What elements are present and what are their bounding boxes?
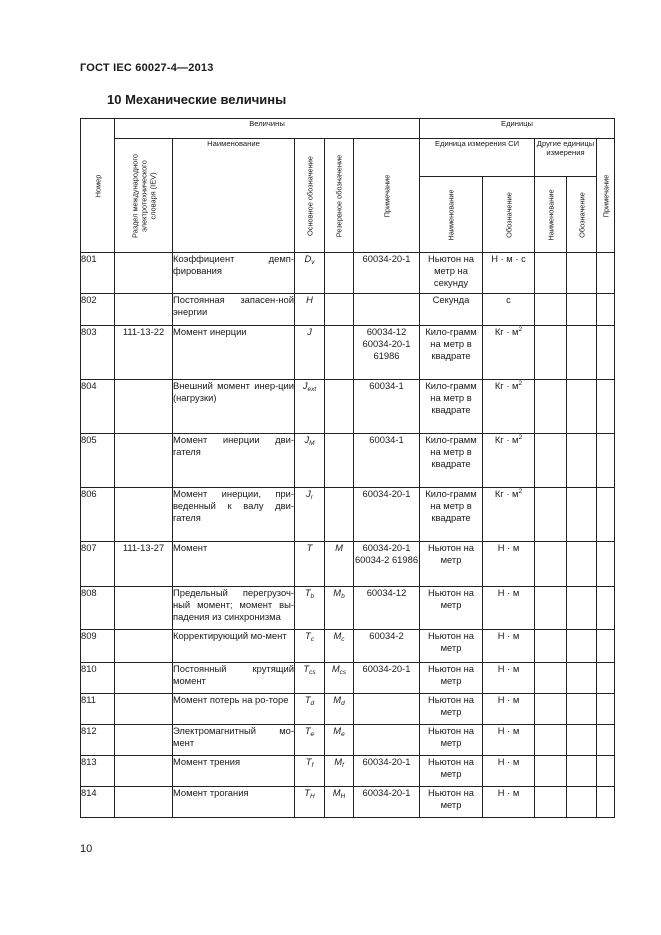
table-row: [81, 694, 615, 725]
row-number: 801: [81, 253, 115, 294]
table-row: [81, 756, 615, 787]
row-other-unit-symbol: [567, 488, 597, 542]
row-main-symbol: $T_{cs}$: [295, 663, 325, 694]
row-remark: [597, 663, 615, 694]
header-iev: Раздел международного электротехнического словаря (IEV): [115, 139, 173, 253]
table-header: [81, 119, 615, 253]
row-quantity-name: Постоянный крутящий момент: [173, 663, 295, 694]
row-unit-symbol: Н · м: [483, 725, 535, 756]
header-unit-name: Наименование: [420, 177, 483, 253]
row-reserve-symbol: [325, 253, 354, 294]
row-other-unit-symbol: [567, 253, 597, 294]
row-unit-symbol: Н · м: [483, 787, 535, 818]
row-other-unit-symbol: [567, 380, 597, 434]
row-other-unit-symbol: [567, 663, 597, 694]
row-remark: [597, 725, 615, 756]
row-iev-section: [115, 663, 173, 694]
row-unit-name: Кило-грамм на метр в квадрате: [420, 434, 483, 488]
row-other-unit-name: [535, 725, 567, 756]
row-quantity-name: Момент трения: [173, 756, 295, 787]
row-number: 809: [81, 630, 115, 663]
row-unit-name: Ньютон на метр: [420, 587, 483, 630]
table-body: [81, 253, 615, 818]
row-iev-section: 111-13-27: [115, 542, 173, 587]
row-note: 60034-12 60034-20-1 61986: [354, 326, 420, 380]
row-iev-section: [115, 694, 173, 725]
row-quantity-name: Корректирующий мо-мент: [173, 630, 295, 663]
header-other-name: Наименование: [535, 177, 567, 253]
row-remark: [597, 542, 615, 587]
row-remark: [597, 787, 615, 818]
row-unit-symbol: Н · м: [483, 630, 535, 663]
row-quantity-name: Электромагнитный мо-мент: [173, 725, 295, 756]
row-other-unit-name: [535, 756, 567, 787]
row-number: 810: [81, 663, 115, 694]
row-reserve-symbol: $M_H$: [325, 787, 354, 818]
table-row: [81, 294, 615, 326]
row-other-unit-name: [535, 787, 567, 818]
row-other-unit-name: [535, 542, 567, 587]
row-number: 807: [81, 542, 115, 587]
row-main-symbol: $J_M$: [295, 434, 325, 488]
row-number: 814: [81, 787, 115, 818]
row-other-unit-symbol: [567, 326, 597, 380]
row-iev-section: [115, 380, 173, 434]
header-other-symbol: Обозначение: [567, 177, 597, 253]
row-number: 808: [81, 587, 115, 630]
row-unit-name: Секунда: [420, 294, 483, 326]
row-number: 805: [81, 434, 115, 488]
row-unit-name: Кило-грамм на метр в квадрате: [420, 488, 483, 542]
row-other-unit-name: [535, 380, 567, 434]
row-other-unit-name: [535, 488, 567, 542]
row-main-symbol: $J_{ext}$: [295, 380, 325, 434]
table-row: [81, 253, 615, 294]
row-unit-symbol: Н · м: [483, 756, 535, 787]
row-main-symbol: $T_H$: [295, 787, 325, 818]
row-note: 60034-20-1 60034-2 61986: [354, 542, 420, 587]
row-unit-name: Ньютон на метр: [420, 663, 483, 694]
row-unit-symbol: Н · м: [483, 542, 535, 587]
header-units: Единицы: [420, 119, 615, 139]
row-note: 60034-20-1: [354, 663, 420, 694]
row-main-symbol: $J_r$: [295, 488, 325, 542]
row-number: 804: [81, 380, 115, 434]
row-quantity-name: Момент инерции: [173, 326, 295, 380]
row-note: 60034-20-1: [354, 787, 420, 818]
row-iev-section: [115, 725, 173, 756]
table-row: [81, 630, 615, 663]
row-remark: [597, 434, 615, 488]
row-other-unit-symbol: [567, 756, 597, 787]
row-other-unit-name: [535, 663, 567, 694]
section-title: 10 Механические величины: [107, 92, 287, 107]
row-unit-symbol: Н · м: [483, 587, 535, 630]
row-note: [354, 294, 420, 326]
row-other-unit-symbol: [567, 294, 597, 326]
row-note: 60034-2: [354, 630, 420, 663]
header-si-units: Единица измерения СИ: [420, 139, 535, 177]
header-name: Наименование: [173, 139, 295, 253]
table-row: [81, 542, 615, 587]
row-reserve-symbol: $M_{cs}$: [325, 663, 354, 694]
row-reserve-symbol: M: [325, 542, 354, 587]
table-row: [81, 587, 615, 630]
row-note: 60034-1: [354, 434, 420, 488]
header-number: Номер: [81, 119, 115, 253]
row-note: 60034-20-1: [354, 253, 420, 294]
row-quantity-name: Момент инерции дви-гателя: [173, 434, 295, 488]
row-main-symbol: H: [295, 294, 325, 326]
row-reserve-symbol: [325, 488, 354, 542]
row-quantity-name: Момент: [173, 542, 295, 587]
row-iev-section: [115, 434, 173, 488]
table-row: [81, 488, 615, 542]
row-remark: [597, 488, 615, 542]
quantities-table: [80, 118, 615, 818]
row-unit-name: Ньютон на метр: [420, 630, 483, 663]
row-number: 812: [81, 725, 115, 756]
row-iev-section: [115, 787, 173, 818]
row-iev-section: [115, 587, 173, 630]
row-unit-symbol: Н · м: [483, 663, 535, 694]
row-reserve-symbol: $M_b$: [325, 587, 354, 630]
row-quantity-name: Момент потерь на ро-торе: [173, 694, 295, 725]
header-note: Примечание: [354, 139, 420, 253]
row-number: 803: [81, 326, 115, 380]
row-reserve-symbol: [325, 326, 354, 380]
header-unit-symbol: Обозначение: [483, 177, 535, 253]
row-main-symbol: $D_v$: [295, 253, 325, 294]
row-unit-name: Кило-грамм на метр в квадрате: [420, 380, 483, 434]
row-remark: [597, 694, 615, 725]
row-remark: [597, 326, 615, 380]
row-iev-section: 111-13-22: [115, 326, 173, 380]
header-other-units: Другие единицы измерения: [535, 139, 597, 177]
row-other-unit-name: [535, 326, 567, 380]
row-main-symbol: $T_c$: [295, 630, 325, 663]
row-number: 806: [81, 488, 115, 542]
row-unit-symbol: Кг · $м^2$: [483, 434, 535, 488]
row-other-unit-symbol: [567, 542, 597, 587]
row-other-unit-symbol: [567, 630, 597, 663]
header-reserve-symbol: Резервное обозначение: [325, 139, 354, 253]
row-quantity-name: Постоянная запасен-ной энергии: [173, 294, 295, 326]
row-remark: [597, 587, 615, 630]
row-iev-section: [115, 253, 173, 294]
row-note: [354, 694, 420, 725]
header-main-symbol: Основное обозначение: [295, 139, 325, 253]
row-other-unit-symbol: [567, 434, 597, 488]
row-iev-section: [115, 756, 173, 787]
row-other-unit-symbol: [567, 787, 597, 818]
row-other-unit-name: [535, 294, 567, 326]
header-quantities: Величины: [115, 119, 420, 139]
row-quantity-name: Предельный перегрузоч-ный момент; момент вы-падения из синхронизма: [173, 587, 295, 630]
row-unit-symbol: с: [483, 294, 535, 326]
row-other-unit-name: [535, 694, 567, 725]
row-unit-name: Ньютон на метр: [420, 542, 483, 587]
row-unit-symbol: Кг · $м^2$: [483, 380, 535, 434]
row-note: 60034-12: [354, 587, 420, 630]
row-unit-symbol: Кг · $м^2$: [483, 326, 535, 380]
row-unit-name: Ньютон на метр на секунду: [420, 253, 483, 294]
row-other-unit-name: [535, 253, 567, 294]
row-reserve-symbol: [325, 434, 354, 488]
row-remark: [597, 294, 615, 326]
row-number: 802: [81, 294, 115, 326]
row-quantity-name: Момент инерции, при-веденный к валу дви-гателя: [173, 488, 295, 542]
row-other-unit-symbol: [567, 587, 597, 630]
row-quantity-name: Момент трогания: [173, 787, 295, 818]
table-row: [81, 725, 615, 756]
row-reserve-symbol: $M_f$: [325, 756, 354, 787]
row-number: 813: [81, 756, 115, 787]
row-reserve-symbol: $M_d$: [325, 694, 354, 725]
row-note: 60034-20-1: [354, 756, 420, 787]
table-row: [81, 663, 615, 694]
row-remark: [597, 630, 615, 663]
row-reserve-symbol: $M_c$: [325, 630, 354, 663]
table-row: [81, 434, 615, 488]
row-reserve-symbol: [325, 380, 354, 434]
row-iev-section: [115, 294, 173, 326]
table-row: [81, 326, 615, 380]
row-unit-name: Кило-грамм на метр в квадрате: [420, 326, 483, 380]
row-unit-name: Ньютон на метр: [420, 787, 483, 818]
row-unit-name: Ньютон на метр: [420, 756, 483, 787]
row-iev-section: [115, 630, 173, 663]
row-note: 60034-1: [354, 380, 420, 434]
row-main-symbol: $T_f$: [295, 756, 325, 787]
row-unit-symbol: Н · м: [483, 694, 535, 725]
row-other-unit-name: [535, 587, 567, 630]
row-remark: [597, 756, 615, 787]
row-other-unit-name: [535, 630, 567, 663]
row-remark: [597, 253, 615, 294]
row-main-symbol: $T_b$: [295, 587, 325, 630]
row-reserve-symbol: $M_e$: [325, 725, 354, 756]
row-number: 811: [81, 694, 115, 725]
row-main-symbol: $T_d$: [295, 694, 325, 725]
row-unit-symbol: Н · м · с: [483, 253, 535, 294]
row-other-unit-name: [535, 434, 567, 488]
row-note: [354, 725, 420, 756]
header-remark: Примечание: [597, 139, 615, 253]
table-row: [81, 380, 615, 434]
row-main-symbol: J: [295, 326, 325, 380]
row-unit-name: Ньютон на метр: [420, 694, 483, 725]
row-note: 60034-20-1: [354, 488, 420, 542]
row-quantity-name: Внешний момент инер-ции (нагрузки): [173, 380, 295, 434]
document-code: ГОСТ IEC 60027-4—2013: [80, 62, 214, 74]
row-reserve-symbol: [325, 294, 354, 326]
row-main-symbol: T: [295, 542, 325, 587]
row-quantity-name: Коэффициент демп-фирования: [173, 253, 295, 294]
row-unit-symbol: Кг · $м^2$: [483, 488, 535, 542]
row-other-unit-symbol: [567, 694, 597, 725]
page-number: 10: [80, 843, 93, 855]
row-other-unit-symbol: [567, 725, 597, 756]
row-remark: [597, 380, 615, 434]
row-main-symbol: $T_e$: [295, 725, 325, 756]
row-iev-section: [115, 488, 173, 542]
table-row: [81, 787, 615, 818]
row-unit-name: Ньютон на метр: [420, 725, 483, 756]
